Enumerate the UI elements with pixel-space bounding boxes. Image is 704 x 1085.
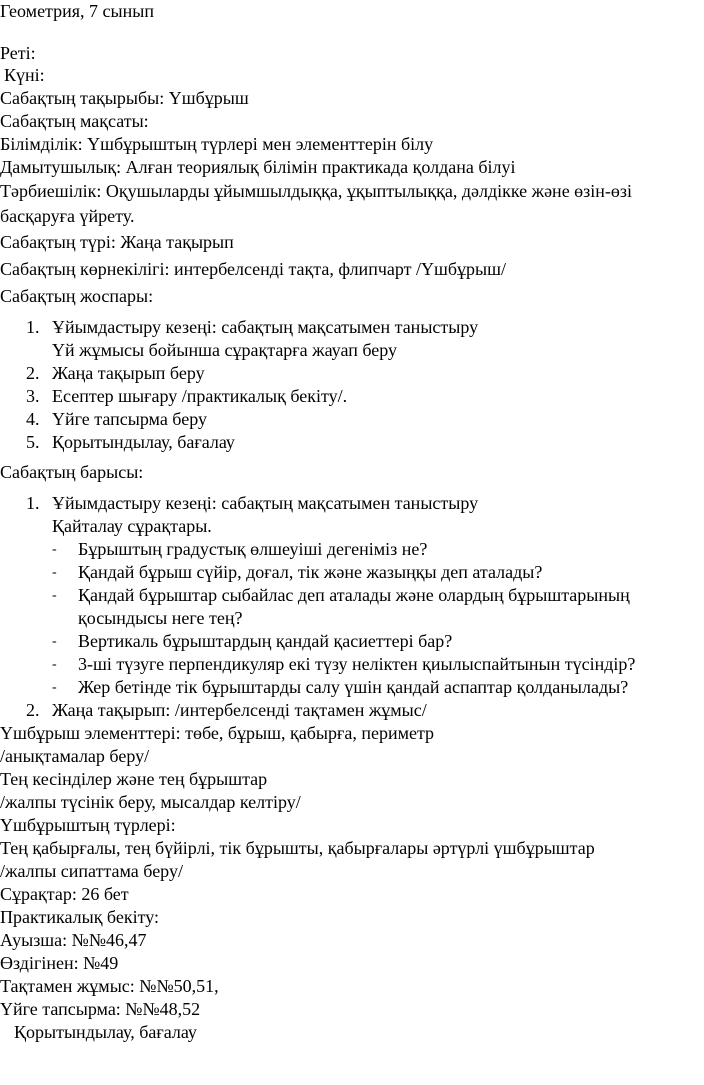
- plan-item: Жаңа тақырып беру: [52, 363, 205, 383]
- date-label: Күні:: [4, 65, 45, 85]
- list-item: қосындысы неге тең?: [78, 608, 243, 628]
- body-line: Практикалық бекіту:: [0, 907, 159, 927]
- goal-developmental: Дамытушылық: Алған теориялық білімін практикада қолдана білуі: [0, 157, 516, 177]
- dash-bullet: -: [52, 657, 57, 672]
- body-line: Үйге тапсырма: №№48,52: [0, 999, 201, 1019]
- document-title: Геометрия, 7 сынып: [0, 1, 155, 21]
- lesson-visuals: Сабақтың көрнекілігі: интербелсенді тақта, флипчарт /Үшбұрыш/: [0, 259, 506, 279]
- list-item: Қандай бұрыш сүйір, доғал, тік және жазыңқы деп аталады?: [78, 562, 543, 582]
- body-line: Ауызша: №№46,47: [0, 930, 147, 950]
- goal-educational: Білімділік: Үшбұрыштың түрлері мен элементтерін білу: [0, 134, 434, 154]
- progress-step-number: 1.: [26, 493, 40, 513]
- plan-item: Үй жұмысы бойынша сұрақтарға жауап беру: [52, 340, 398, 360]
- body-line: /анықтамалар беру/: [0, 746, 150, 766]
- plan-item-number: 5.: [26, 432, 40, 452]
- progress-step-number: 2.: [26, 700, 40, 720]
- body-line: Тең қабырғалы, тең бүйірлі, тік бұрышты, қабырғалары әртүрлі үшбұрыштар: [0, 838, 595, 858]
- plan-item-number: 3.: [26, 386, 40, 406]
- body-line: Қорытындылау, бағалау: [14, 1022, 197, 1042]
- list-item: 3-ші түзуге перпендикуляр екі түзу неліктен қиылыспайтынын түсіндір?: [78, 654, 636, 674]
- dash-bullet: -: [52, 565, 57, 580]
- plan-item-number: 1.: [26, 317, 40, 337]
- body-line: Үшбұрыш элементтері: төбе, бұрыш, қабырға, периметр: [0, 723, 435, 743]
- progress-label: Сабақтың барысы:: [0, 462, 144, 482]
- body-line: /жалпы түсінік беру, мысалдар келтіру/: [0, 792, 301, 812]
- goal-upbringing-line1: Тәрбиешілік: Оқушыларды ұйымшылдыққа, ұқыптылыққа, дәлдікке және өзін-өзі: [0, 181, 633, 201]
- progress-step: Ұйымдастыру кезеңі: сабақтың мақсатымен таныстыру: [52, 493, 479, 513]
- plan-item-number: 2.: [26, 363, 40, 383]
- plan-item: Үйге тапсырма беру: [52, 409, 207, 429]
- list-item: Жер бетінде тік бұрыштарды салу үшін қандай аспаптар қолданылады?: [78, 677, 629, 697]
- list-item: Қандай бұрыштар сыбайлас деп аталады және олардың бұрыштарының: [78, 585, 630, 605]
- goal-upbringing-line2: басқаруға үйрету.: [0, 206, 135, 226]
- dash-bullet: -: [52, 542, 57, 557]
- dash-bullet: -: [52, 680, 57, 695]
- list-item: Вертикаль бұрыштардың қандай қасиеттері бар?: [78, 631, 453, 651]
- dash-bullet: -: [52, 588, 57, 603]
- list-item: Бұрыштың градустық өлшеуіші дегеніміз не?: [78, 539, 428, 559]
- order-label: Реті:: [0, 43, 36, 63]
- body-line: Өздігінен: №49: [0, 953, 119, 973]
- plan-item-number: 4.: [26, 409, 40, 429]
- body-line: Үшбұрыштың түрлері:: [0, 815, 176, 835]
- plan-item: Қорытындылау, бағалау: [52, 432, 235, 452]
- goals-label: Сабақтың мақсаты:: [0, 111, 149, 131]
- body-line: Тақтамен жұмыс: №№50,51,: [0, 976, 219, 996]
- plan-item: Ұйымдастыру кезеңі: сабақтың мақсатымен таныстыру: [52, 317, 479, 337]
- lesson-topic: Сабақтың тақырыбы: Үшбұрыш: [0, 88, 249, 108]
- dash-bullet: -: [52, 634, 57, 649]
- body-line: Тең кесінділер және тең бұрыштар: [0, 769, 268, 789]
- review-label: Қайталау сұрақтары.: [52, 516, 212, 536]
- plan-item: Есептер шығару /практикалық бекіту/.: [52, 386, 348, 406]
- body-line: Сұрақтар: 26 бет: [0, 884, 129, 904]
- progress-step: Жаңа тақырып: /интербелсенді тақтамен жұмыс/: [52, 700, 427, 720]
- lesson-type: Сабақтың түрі: Жаңа тақырып: [0, 232, 234, 252]
- plan-label: Сабақтың жоспары:: [0, 286, 154, 306]
- body-line: /жалпы сипаттама беру/: [0, 861, 183, 881]
